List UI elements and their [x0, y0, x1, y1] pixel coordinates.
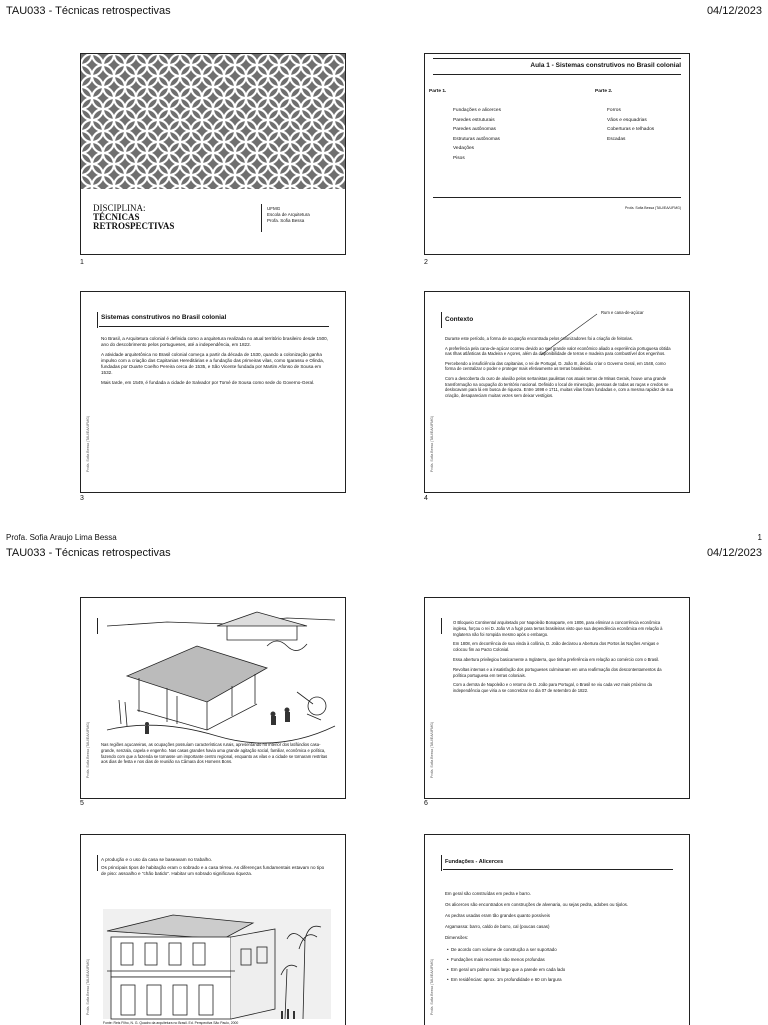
- part2-heading: Parte 2.: [595, 89, 613, 94]
- paragraph: Os alicerces são encontrados em construções de alvenaria, ou sejas pedra, adobes ou tijolos.: [445, 902, 629, 907]
- slide-footer: Profa. Sofia Bessa (TAU/EA/UFMG): [625, 206, 681, 210]
- side-credit: Profa. Sofia Bessa (TAU/EA/UFMG): [430, 416, 434, 472]
- caption: Nas regiões açucareiras, as ocupações possuíam características rurais, apresentando no interior dos latifúndios casa-grande, senzala, capela e engenho. Nas casas grandes havia uma grande agitação social, familiar, econômica e política, fazendo com que a fazenda se tornasse um importante centro regional, enquanto as vilas e a cidade se tornaram restritas aos dias de festa e nos dias de reunião na Câmara dos Homens Bons.: [101, 742, 328, 765]
- list-item: [447, 965, 675, 975]
- paragraph: Os principais tipos de habitação eram o sobrado e a casa térrea. As diferenças fundamentais estavam no tipo de piso: assoalho e "chão batido". Habitar um sobrado significava riqueza.: [101, 865, 325, 877]
- title-line-2: TÉCNICAS: [93, 212, 140, 222]
- slide-number: 3: [80, 495, 84, 502]
- paragraph: No Brasil, a Arquitetura colonial é definida como a arquitetura realizada no atual território brasileiro desde 1500, ano do descobrimento pelos portugueses, até a independência, em 1822.: [101, 336, 329, 347]
- paragraph: A preferência pela cana-de-açúcar ocorreu devido ao seu grande valor econômico aliado a experiência portuguesa obtida nas Ilhas atlânticas da Madeira e Açores, além da disponibilidade de terras e madeira para combustível dos engenhos.: [445, 345, 671, 357]
- part2-list: [607, 106, 654, 144]
- list-item: Estruturas autônomas: [453, 136, 500, 142]
- slide-1: [80, 53, 346, 255]
- list-item: Vãos e esquadrias: [607, 117, 647, 123]
- paragraph: Revoltas internas e a insatisfação dos portugueses culminaram em uma reafirmação dos descontentamentos da política portuguesa em terras coloniais.: [453, 666, 662, 678]
- bullet-list: [445, 945, 675, 985]
- accent-bar: [97, 312, 98, 328]
- title-rule: [433, 74, 681, 75]
- paragraph: As pedras usadas eram tão grandes quanto possíveis: [445, 913, 550, 918]
- info-line: UFMG: [267, 206, 281, 211]
- bullet-text: Em residências: aprox. 1m profundidade e 60 cm largura: [450, 977, 562, 982]
- slide-5: [80, 597, 346, 799]
- bullet-text: Fundações mais recentes são menos profundas: [450, 957, 545, 962]
- slide-number: 2: [424, 259, 428, 266]
- list-item: Forros: [607, 108, 621, 113]
- page-header: [6, 5, 762, 21]
- slide-number: 6: [424, 800, 428, 807]
- bullet-icon: •: [447, 957, 451, 962]
- circle-pattern-image: [81, 54, 345, 189]
- slide-body: [101, 742, 331, 769]
- divider: [261, 204, 262, 232]
- accent-bar: [441, 855, 442, 871]
- accent-bar: [441, 618, 442, 634]
- side-credit: Profa. Sofia Bessa (TAU/EA/UFMG): [430, 722, 434, 778]
- slide-7: [80, 834, 346, 1025]
- slide-title: [93, 204, 174, 231]
- page-header: [6, 547, 762, 563]
- slide-body: [101, 857, 329, 882]
- paragraph: Durante este período, a forma de ocupação encontrada pelos colonizadores foi a criação de feitorias.: [445, 336, 633, 341]
- side-credit: Profa. Sofia Bessa (TAU/EA/UFMG): [430, 959, 434, 1015]
- accent-bar: [97, 855, 98, 871]
- side-credit: Profa. Sofia Bessa (TAU/EA/UFMG): [86, 959, 90, 1015]
- title-rule: [99, 326, 329, 327]
- slide-body: [453, 620, 673, 698]
- bullet-icon: •: [447, 947, 451, 952]
- list-item: Coberturas e telhados: [607, 127, 655, 132]
- side-credit: Profa. Sofia Bessa (TAU/EA/UFMG): [86, 722, 90, 778]
- sugar-mill-illustration: [107, 606, 335, 738]
- page-footer: [0, 533, 768, 542]
- paragraph: O Bloqueio Continental arquitetado por Napoleão Bonaparte, em 1806, para eliminar a concorrência econômica inglesa, forçou o rei D. João VI a fugir para terras brasileiras visto que sua dependência econômica em relação à Inglaterra não foi rompida mesmo após o embargo.: [453, 620, 663, 637]
- list-item: Paredes autônomas: [453, 127, 496, 132]
- slide-2: [424, 53, 690, 255]
- paragraph: Percebendo a insuficiência das capitanias, o rei de Portugal, D. João III, decidiu criar o Governo Geral, em 1548, como forma de centralizar o poder e proteger mais efetivamente as terras brasileiras.: [445, 360, 666, 372]
- title-line-3: RETROSPECTIVAS: [93, 221, 175, 231]
- title-line-1: DISCIPLINA:: [93, 203, 146, 213]
- slide-8: [424, 834, 690, 1025]
- slide-number: 4: [424, 495, 428, 502]
- paragraph: Dimensões:: [445, 935, 469, 940]
- list-item: Vedações: [453, 146, 475, 151]
- bullet-icon: •: [447, 967, 451, 972]
- paragraph: Em geral são construídas em pedra e barro.: [445, 891, 531, 896]
- paragraph: Mais tarde, em 1549, é fundada a cidade de Salvador por Tomé de Sousa como sede do Governo-Geral.: [101, 380, 315, 385]
- accent-bar: [97, 618, 98, 634]
- course-title: TAU033 - Técnicas retrospectivas: [6, 5, 171, 17]
- side-credit: Profa. Sofia Bessa (TAU/EA/UFMG): [86, 416, 90, 472]
- paragraph: Com a derrota de Napoleão e o retorno de D. João para Portugal, o Brasil se viu cada vez mais próximo da independência que viria a se concretizar no dia 07 de setembro de 1822.: [453, 682, 653, 694]
- paragraph: Essa abertura privilegiou basicamente a Inglaterra, que tinha preferência em relação ao comércio com o Brasil.: [453, 656, 660, 662]
- annotation: Rum e cana-de-açúcar: [601, 310, 644, 315]
- slide-title: Contexto: [445, 316, 474, 323]
- list-item: Pisos: [453, 155, 465, 161]
- title-rule: [443, 869, 673, 870]
- list-item: Paredes estruturais: [453, 117, 495, 123]
- paragraph: Com a descoberta do ouro de aluvião pelos sertanistas paulistas nos atuais terras de Minas Gerais, houve uma grande transformação na ocupação do território nacional. Definido o local de mineração, pessoas de todas as raças e credos se deslocavam para lá em busca de riqueza. Entre 1698 e 1711, muitas vilas foram fundadas e, com a mesma rapidez de sua criação, desapareciam muitas vezes sem deixar vestígios.: [445, 375, 674, 398]
- paragraph: Argamassa: barro, caldo de barro, cal (poucas casas): [445, 924, 550, 929]
- slide-number: 5: [80, 800, 84, 807]
- info-line: Escola de Arquitetura: [267, 212, 310, 217]
- slide-body: [445, 891, 675, 985]
- slide-number: 1: [80, 259, 84, 266]
- footer-page: 1: [757, 533, 762, 542]
- slide-title: Fundações - Alicerces: [445, 859, 504, 865]
- part1-heading: Parte 1.: [429, 89, 447, 94]
- slide-4: [424, 291, 690, 493]
- paragraph: Em 1808, em decorrência de sua vinda à colônia, D. João declarou a Abertura dos Portos às Nações Amigas e colocou fim ao Pacto Colonial.: [453, 641, 659, 653]
- list-item: Fundações e alicerces: [453, 108, 501, 113]
- course-title: TAU033 - Técnicas retrospectivas: [6, 547, 171, 559]
- slide-body: [445, 336, 675, 402]
- bullet-text: De acordo com volume de construção a ser suportado: [450, 947, 557, 952]
- top-rule: [433, 58, 681, 59]
- paragraph: A atividade arquitetônica no Brasil colonial começa a partir da década de 1530, quando a colonização ganha impulso com a criação das Capitanias Hereditárias e a fundação das primeiras vilas, como Igarassu e Olinda, fundadas por Duarte Coelho Pereira cerca de 1535, e São Vicente fundada por Martim Afonso de Sousa em 1532.: [101, 352, 324, 375]
- slide-title: Aula 1 - Sistemas construtivos no Brasil colonial: [530, 62, 681, 69]
- bullet-icon: •: [447, 977, 451, 982]
- part1-list: [453, 106, 501, 163]
- slide-body: [101, 336, 329, 390]
- townhouse-illustration: [103, 909, 331, 1019]
- bottom-rule: [433, 197, 681, 198]
- page-date: 04/12/2023: [706, 547, 762, 559]
- image-source: Fonte: Reis Filho, N. G. Quadro da arquitetura no Brasil. Ed. Perspectiva São Paulo, 2000: [103, 1021, 239, 1025]
- paragraph: A produção e o uso da casa se baseavam no trabalho.: [101, 857, 213, 862]
- bullet-text: Em geral um palmo mais largo que a parede em cada lado: [450, 967, 566, 972]
- list-item: [447, 955, 675, 965]
- footer-text: Profa. Sofia Araujo Lima Bessa: [6, 533, 117, 542]
- slide-info: [267, 206, 310, 224]
- list-item: Escadas: [607, 136, 626, 142]
- list-item: [447, 945, 675, 955]
- slide-title: Sistemas construtivos no Brasil colonial: [101, 314, 227, 321]
- slide-3: [80, 291, 346, 493]
- page-date: 04/12/2023: [706, 5, 762, 17]
- info-line: Profa. Sofia Bessa: [267, 218, 305, 223]
- list-item: [447, 975, 675, 985]
- slide-6: [424, 597, 690, 799]
